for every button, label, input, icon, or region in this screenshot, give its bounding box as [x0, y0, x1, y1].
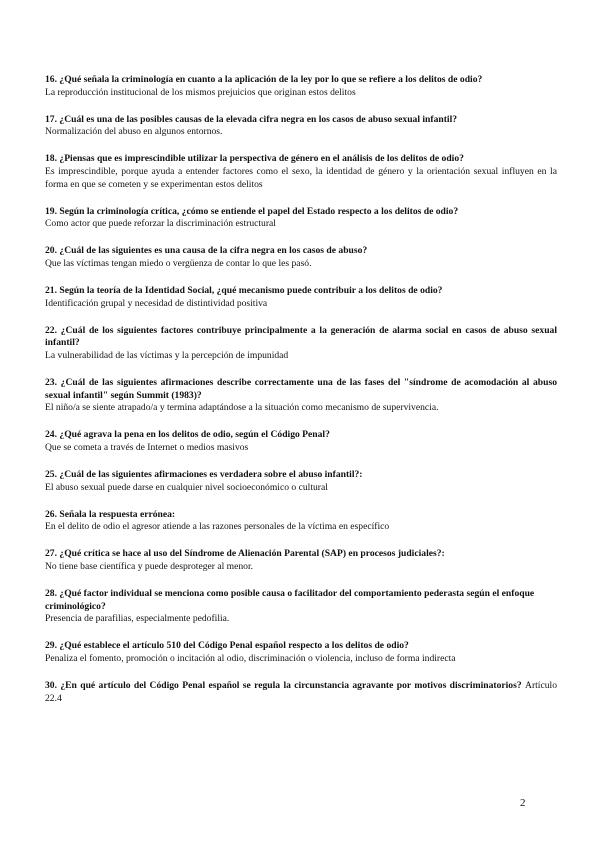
question-text: 27. ¿Qué crítica se hace al uso del Síndrome de Alienación Parental (SAP) en procesos judiciales?:	[45, 548, 445, 560]
answer-text: Que las víctimas tengan miedo o vergüenza de contar lo que les pasó.	[45, 257, 312, 269]
question-block-20	[45, 245, 557, 270]
question-text: 23. ¿Cuál de las siguientes afirmaciones describe correctamente una de las fases del "síndrome de acomodación al abuso sexual infantil" según Summit (1983)?	[45, 377, 557, 401]
question-block-27	[45, 548, 557, 573]
answer-text: La reproducción institucional de los mismos prejuicios que originan estos delitos	[45, 86, 356, 98]
question-text: 18. ¿Piensas que es imprescindible utilizar la perspectiva de género en el análisis de los delitos de odio?	[45, 153, 464, 165]
question-text: 20. ¿Cuál de las siguientes es una causa de la cifra negra en los casos de abuso?	[45, 245, 368, 257]
question-block-28	[45, 588, 557, 626]
answer-text: Normalización del abuso en algunos entornos.	[45, 126, 223, 138]
answer-text: Es imprescindible, porque ayuda a entender factores como el sexo, la identidad de género y la orientación sexual influyen en la forma en que se cometen y se experimentan estos delitos	[45, 165, 557, 190]
question-text: 25. ¿Cuál de las siguientes afirmaciones es verdadera sobre el abuso infantil?:	[45, 468, 363, 480]
answer-text: Penaliza el fomento, promoción o incitación al odio, discriminación o violencia, incluso de forma indirecta	[45, 652, 456, 664]
question-block-21	[45, 285, 557, 310]
answer-text: Artículo 22.4	[45, 680, 557, 704]
question-block-29	[45, 640, 557, 665]
question-text: 21. Según la teoría de la Identidad Social, ¿qué mecanismo puede contribuir a los delitos de odio?	[45, 285, 443, 297]
question-text-inline: 30. ¿En qué artículo del Código Penal español se regula la circunstancia agravante por motivos discriminatorios?	[45, 680, 522, 691]
answer-text: Que se cometa a través de Internet o medios masivos	[45, 441, 249, 453]
question-block-18	[45, 153, 557, 191]
answer-text: El abuso sexual puede darse en cualquier nivel socioeconómico o cultural	[45, 481, 328, 493]
question-text: 24. ¿Qué agrava la pena en los delitos de odio, según el Código Penal?	[45, 429, 330, 441]
answer-text: No tiene base científica y puede desproteger al menor.	[45, 560, 254, 572]
question-block-16	[45, 74, 557, 99]
question-block-22	[45, 325, 557, 363]
question-text: 26. Señala la respuesta errónea:	[45, 508, 176, 520]
answer-text: La vulnerabilidad de las víctimas y la percepción de impunidad	[45, 349, 289, 361]
answer-text: Como actor que puede reforzar la discriminación estructural	[45, 218, 276, 230]
question-text: 17. ¿Cuál es una de las posibles causas de la elevada cifra negra en los casos de abuso sexual infantil?	[45, 113, 458, 125]
question-block-17	[45, 114, 557, 139]
question-text: 16. ¿Qué señala la criminología en cuanto a la aplicación de la ley por lo que se refiere a los delitos de odio?	[45, 74, 483, 85]
page-number: 2	[520, 797, 526, 809]
question-block-23	[45, 377, 557, 415]
question-block-26	[45, 509, 557, 534]
question-text: 28. ¿Qué factor individual se menciona como posible causa o facilitador del comportamiento pederasta según el enfoque criminológico?	[45, 588, 535, 612]
question-text	[45, 680, 557, 705]
answer-text: Presencia de parafilias, especialmente pedofilia.	[45, 613, 230, 625]
question-block-24	[45, 429, 557, 454]
answer-text: El niño/a se siente atrapado/a y termina adaptándose a la situación como mecanismo de supervivencia.	[45, 402, 439, 414]
document-page	[45, 74, 557, 720]
question-text: 19. Según la criminología crítica, ¿cómo se entiende el papel del Estado respecto a los delitos de odio?	[45, 205, 459, 217]
answer-text: En el delito de odio el agresor atiende a las razones personales de la víctima en específico	[45, 521, 390, 533]
question-text: 22. ¿Cuál de los siguientes factores contribuye principalmente a la generación de alarma social en casos de abuso sexual infantil?	[45, 324, 557, 349]
question-block-25	[45, 469, 557, 494]
question-block-19	[45, 206, 557, 231]
question-block-30	[45, 680, 557, 705]
question-text: 29. ¿Qué establece el artículo 510 del Código Penal español respecto a los delitos de odio?	[45, 640, 409, 652]
answer-text: Identificación grupal y necesidad de distintividad positiva	[45, 297, 268, 309]
